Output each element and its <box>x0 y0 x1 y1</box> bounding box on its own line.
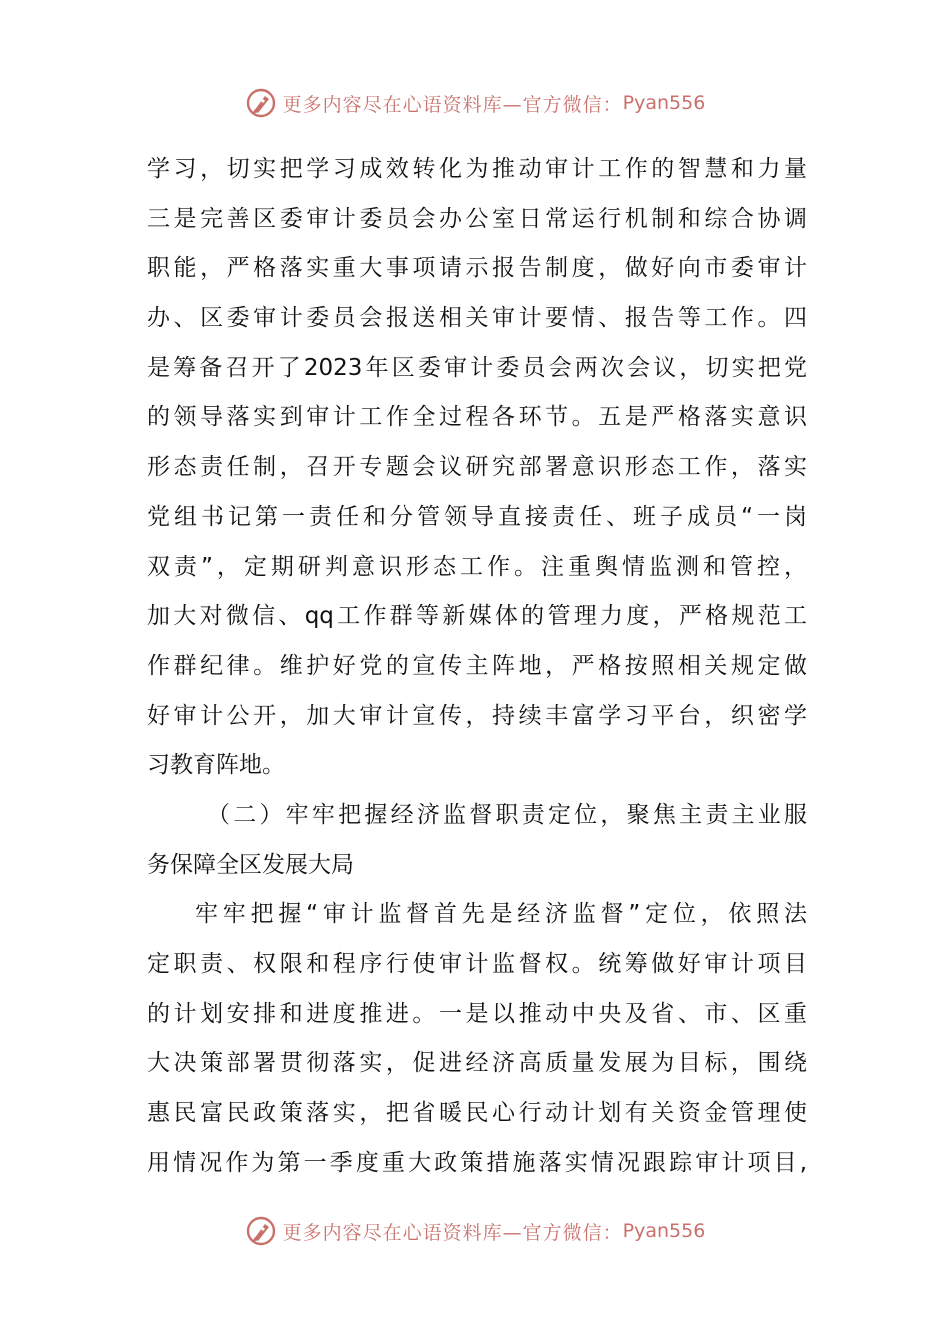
text-line: 双责”，定期研判意识形态工作。注重舆情监测和管控， <box>147 553 807 580</box>
watermark-wechat-id: Pyan556 <box>622 92 706 114</box>
document-body <box>147 145 807 1188</box>
text-line: 职能，严格落实重大事项请示报告制度，做好向市委审计 <box>147 255 807 282</box>
pen-nib-logo-icon <box>245 87 277 119</box>
text-line: 办、区委审计委员会报送相关审计要情、报告等工作。四 <box>147 305 807 332</box>
text-line: 三是完善区委审计委员会办公室日常运行机制和综合协调 <box>147 205 807 232</box>
text-line: 学习，切实把学习成效转化为推动审计工作的智慧和力量 <box>147 156 807 182</box>
pen-nib-logo-icon <box>245 1215 277 1247</box>
watermark-text: 更多内容尽在心语资料库—官方微信： <box>282 1221 623 1244</box>
section-heading-line: 务保障全区发展大局 <box>147 851 354 878</box>
text-line: 是筹备召开了2023年区委审计委员会两次会议，切实把党 <box>147 354 807 381</box>
section-heading-line: （二）牢牢把握经济监督职责定位，聚焦主责主业服 <box>207 801 807 828</box>
footer-watermark <box>0 1211 950 1251</box>
text-line: 惠民富民政策落实，把省暖民心行动计划有关资金管理使 <box>147 1100 807 1127</box>
text-line: 定职责、权限和程序行使审计监督权。统筹做好审计项目 <box>147 951 807 977</box>
text-line: 的计划安排和进度推进。一是以推动中央及省、市、区重 <box>147 1000 807 1027</box>
text-line: 好审计公开，加大审计宣传，持续丰富学习平台，织密学 <box>147 702 807 729</box>
watermark-text: 更多内容尽在心语资料库—官方微信： <box>282 93 623 116</box>
text-line: 的领导落实到审计工作全过程各环节。五是严格落实意识 <box>147 404 807 431</box>
text-line: 大决策部署贯彻落实，促进经济高质量发展为目标，围绕 <box>147 1050 807 1077</box>
text-line: 形态责任制，召开专题会议研究部署意识形态工作，落实 <box>147 454 807 481</box>
text-line: 党组书记第一责任和分管领导直接责任、班子成员“一岗 <box>147 503 807 530</box>
paragraph-first-line: 牢牢把握“审计监督首先是经济监督”定位，依照法 <box>195 901 807 928</box>
text-line: 习教育阵地。 <box>147 752 285 779</box>
text-line: 加大对微信、qq工作群等新媒体的管理力度，严格规范工 <box>147 603 807 630</box>
watermark-wechat-id: Pyan556 <box>622 1220 706 1242</box>
text-line: 作群纪律。维护好党的宣传主阵地，严格按照相关规定做 <box>147 652 807 679</box>
header-watermark <box>0 83 950 123</box>
text-line: 用情况作为第一季度重大政策措施落实情况跟踪审计项目, <box>147 1149 807 1176</box>
